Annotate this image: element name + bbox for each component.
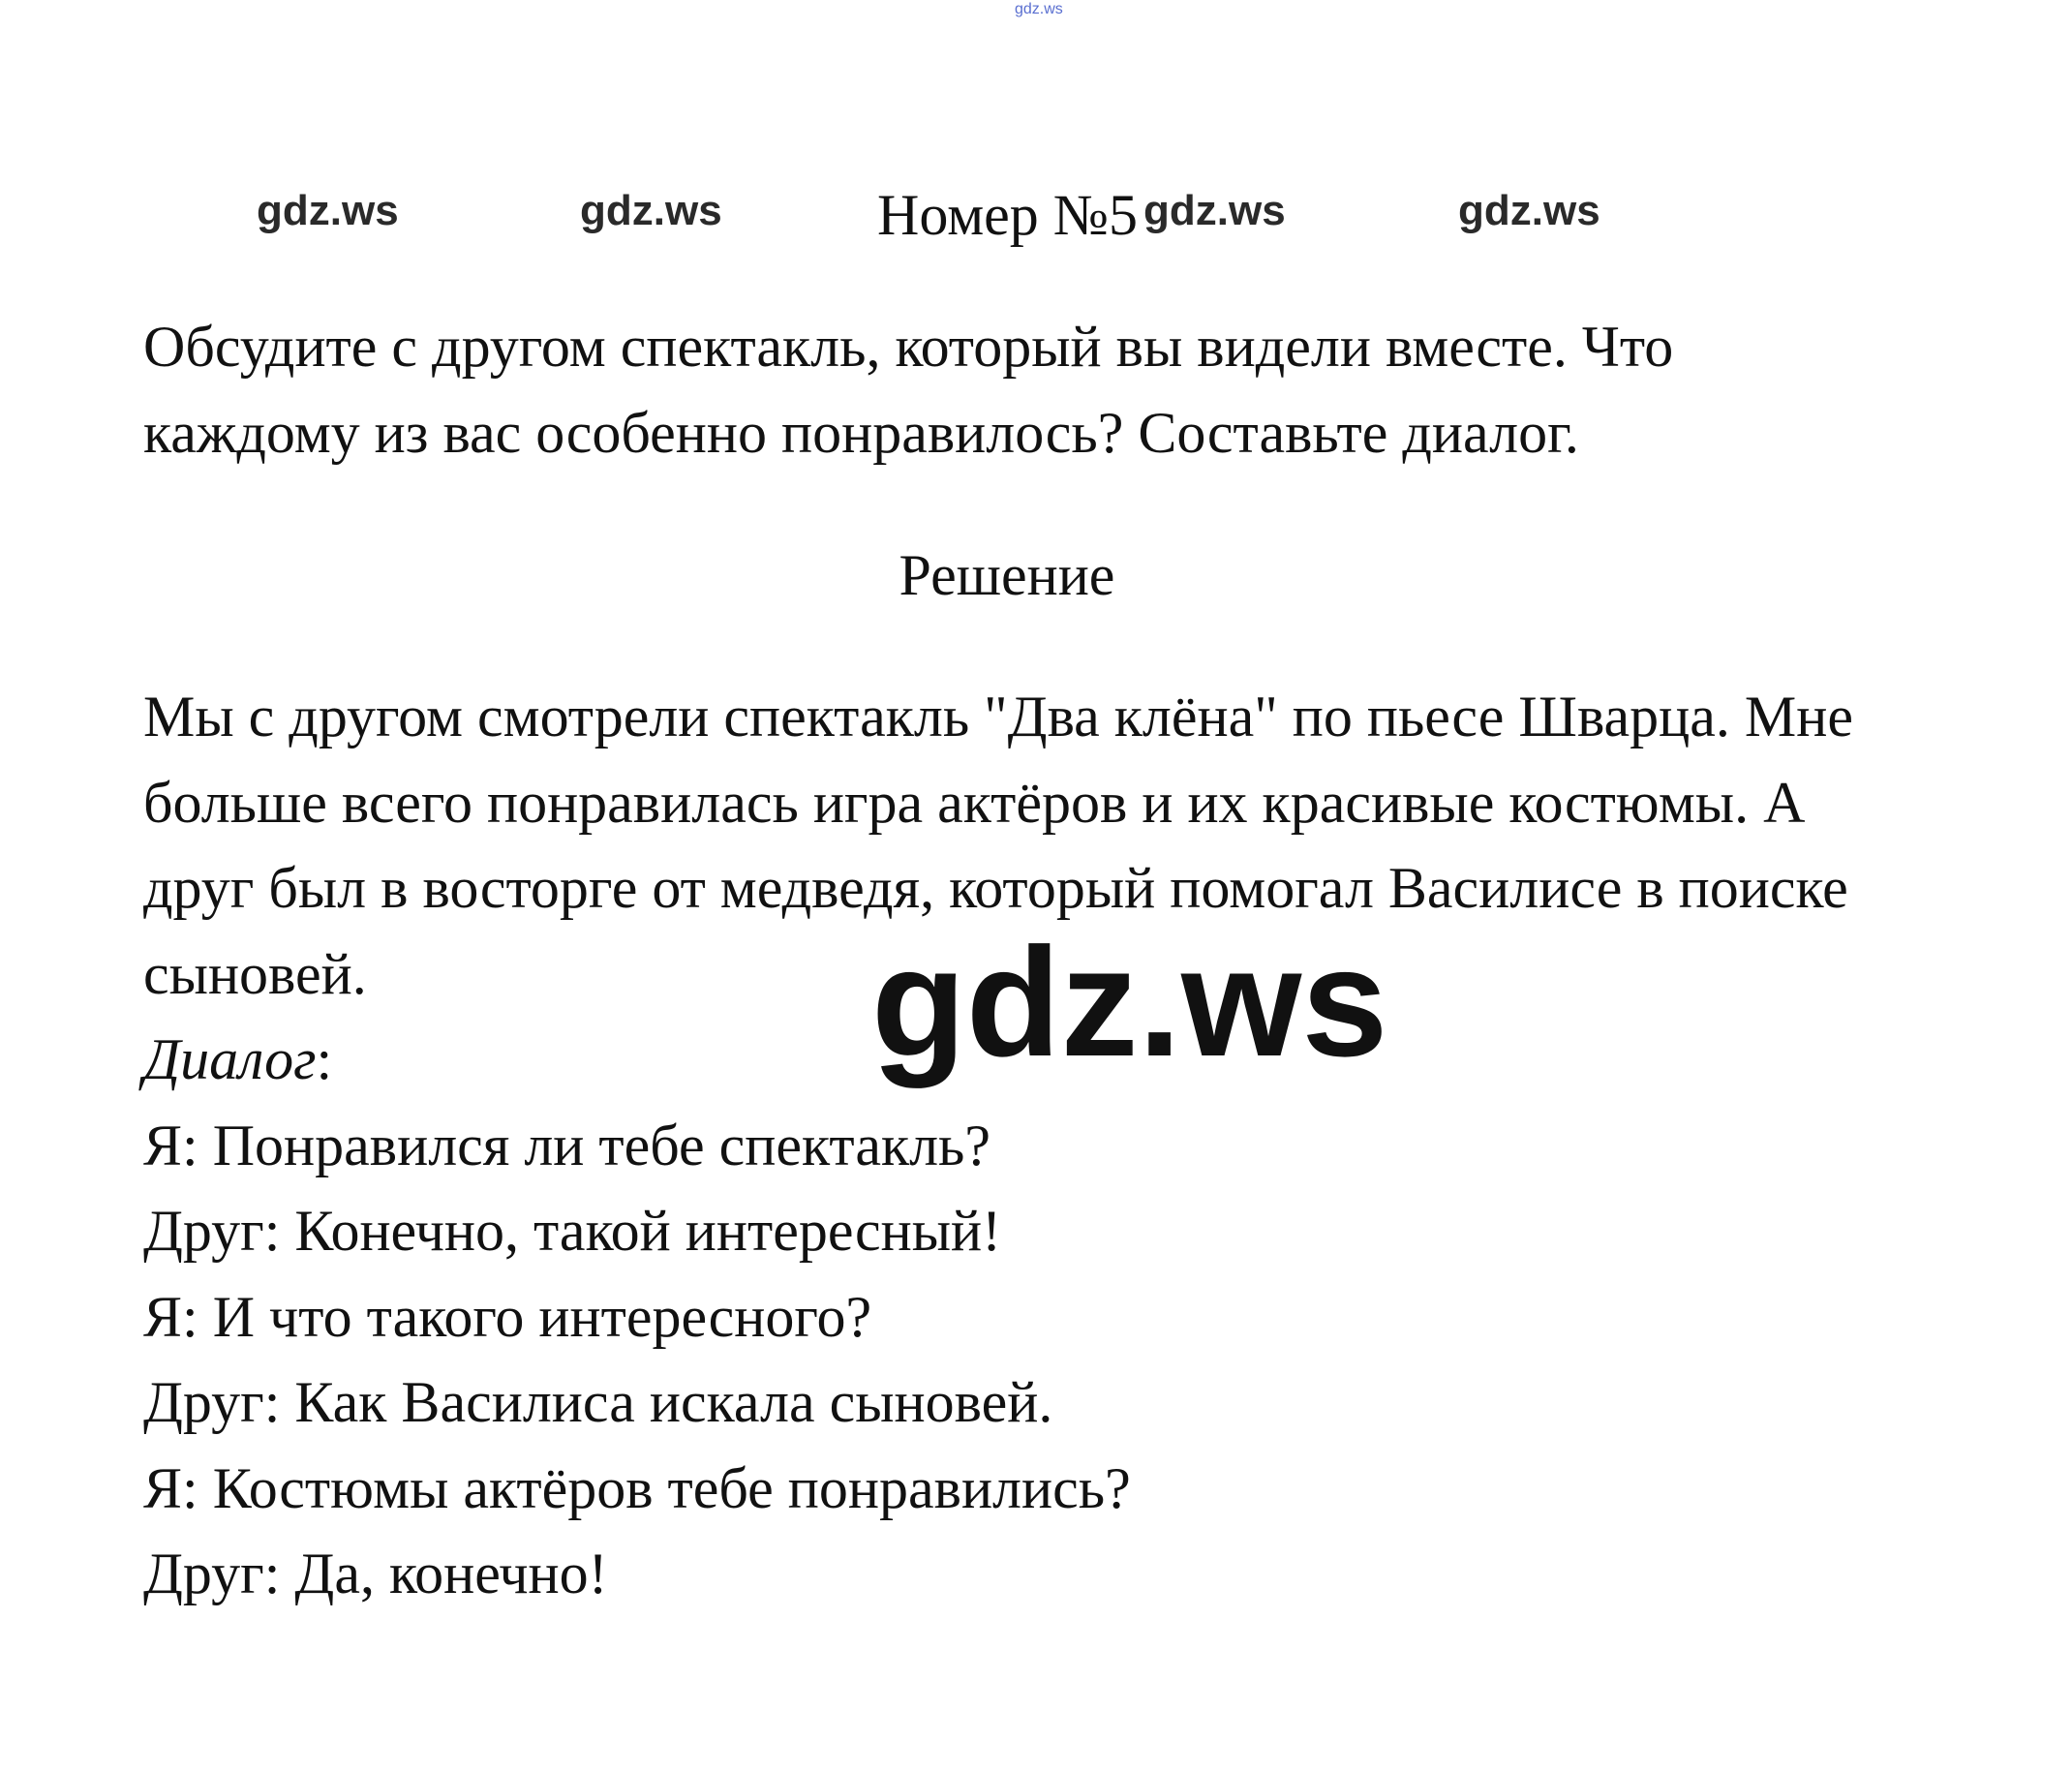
dialog-line: Я: И что такого интересного? xyxy=(143,1284,872,1349)
dialog-line: Я: Костюмы актёров тебе понравились? xyxy=(143,1455,1131,1520)
top-watermark: gdz.ws xyxy=(1015,1,1063,17)
dialog-colon: : xyxy=(316,1027,333,1091)
solution-heading: Решение xyxy=(899,543,1115,607)
header-watermark-2: gdz.ws xyxy=(580,187,722,234)
page-title: Номер №5 xyxy=(877,183,1139,247)
task-text xyxy=(143,304,1964,475)
answer-line: Мы с другом смотрели спектакль "Два клёна" по пьесе Шварца. Мне xyxy=(143,685,1853,749)
dialog-line: Друг: Как Василиса искала сыновей. xyxy=(143,1370,1053,1434)
header-watermark-3: gdz.ws xyxy=(1143,187,1286,234)
header-watermark-1: gdz.ws xyxy=(257,187,399,234)
center-watermark: gdz.ws xyxy=(871,915,1388,1088)
dialog-label: Диалог xyxy=(143,1027,317,1091)
header-watermark-4: gdz.ws xyxy=(1458,187,1600,234)
answer-line: сыновей. xyxy=(143,941,367,1006)
task-line: Обсудите с другом спектакль, который вы видели вместе. Что xyxy=(143,315,1674,379)
answer-text xyxy=(143,674,1964,1617)
task-line: каждому из вас особенно понравилось? Составьте диалог. xyxy=(143,400,1579,465)
dialog-line: Друг: Конечно, такой интересный! xyxy=(143,1199,1002,1263)
answer-line: больше всего понравилась игра актёров и их красивые костюмы. А xyxy=(143,770,1806,835)
dialog-line: Друг: Да, конечно! xyxy=(143,1542,608,1605)
dialog-line: Я: Понравился ли тебе спектакль? xyxy=(143,1113,991,1177)
answer-line: друг был в восторге от медведя, который помогал Василисе в поиске xyxy=(143,856,1848,920)
